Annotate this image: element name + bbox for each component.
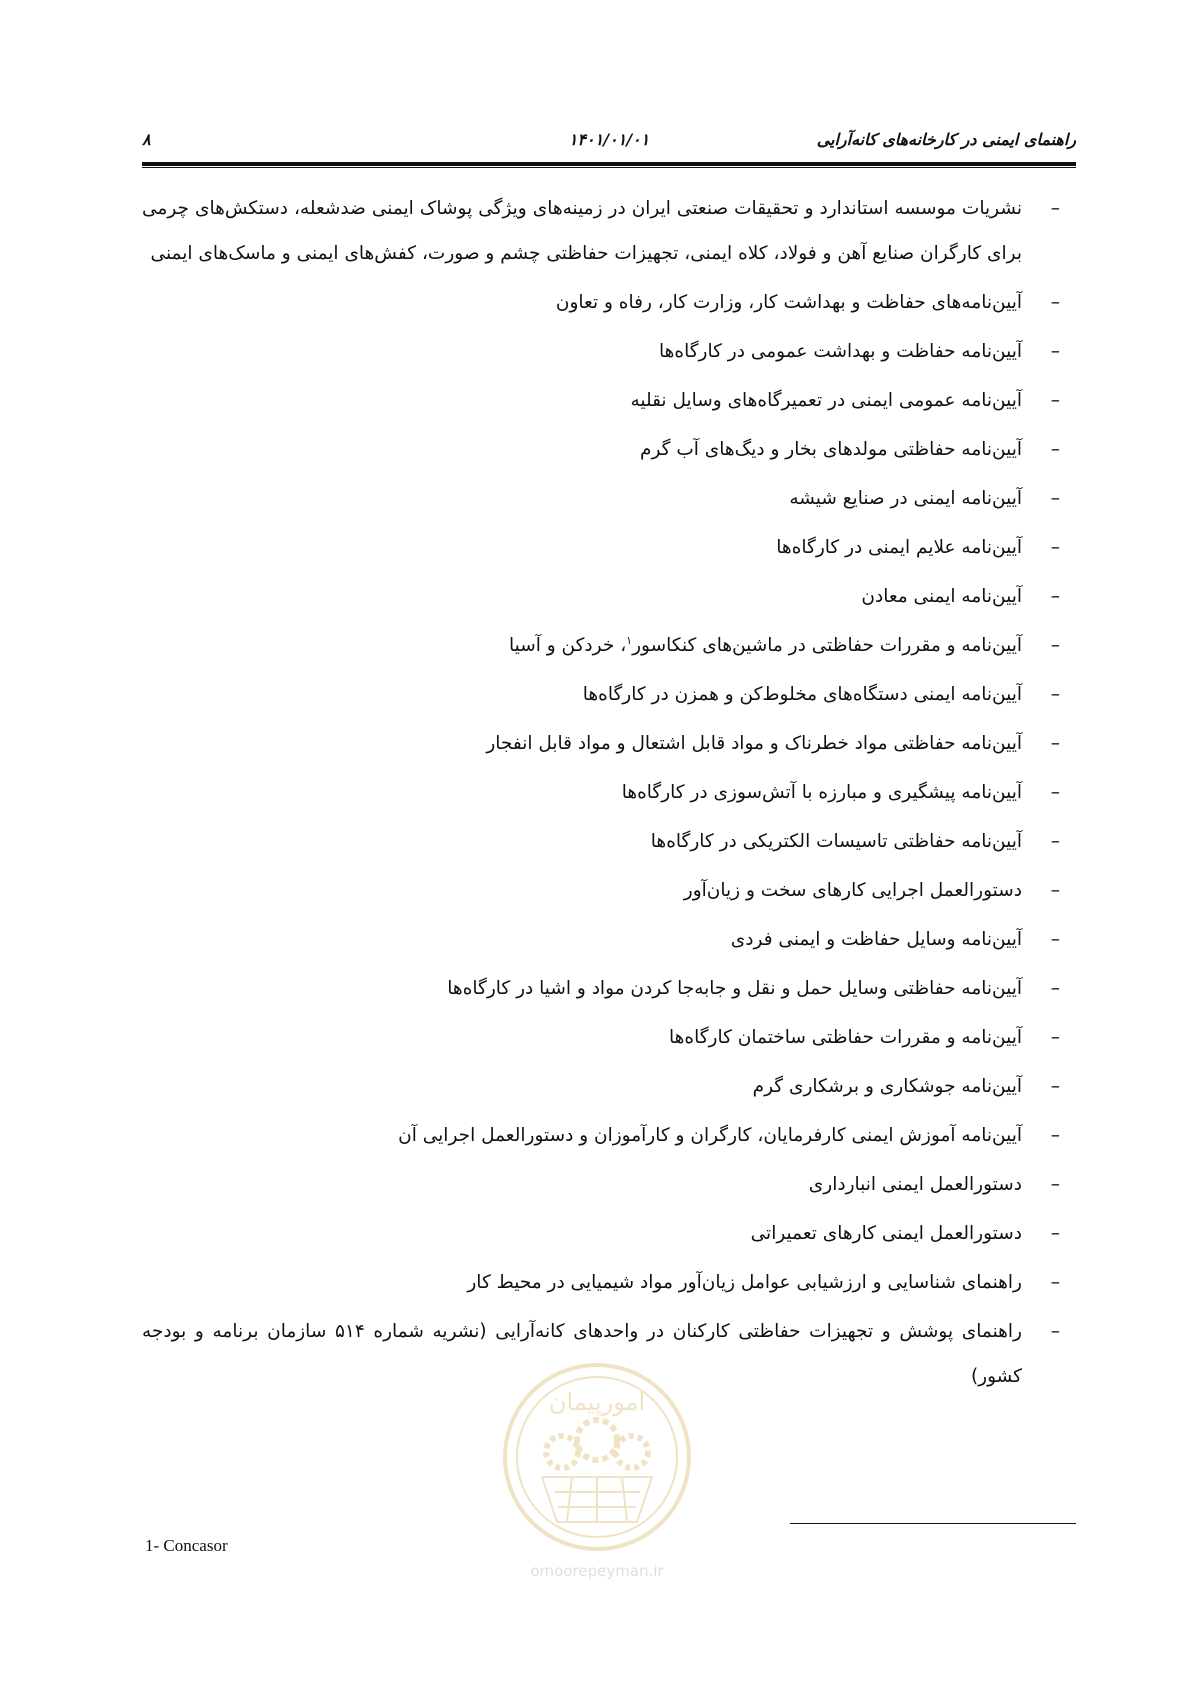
dash-bullet: – bbox=[1050, 1223, 1060, 1244]
dash-bullet: – bbox=[1050, 292, 1060, 313]
dash-bullet: – bbox=[1050, 1272, 1060, 1293]
list-item-text-suffix: ، خردکن و آسیا bbox=[508, 635, 627, 656]
list-item bbox=[142, 186, 1076, 276]
list-item-text: آیین‌نامه حفاظتی مواد خطرناک و مواد قابل اشتعال و مواد قابل انفجار bbox=[486, 733, 1022, 754]
list-item-text: آیین‌نامه حفاظتی وسایل حمل و نقل و جابه‌جا کردن مواد و اشیا در کارگاه‌ها bbox=[447, 978, 1022, 999]
list-item bbox=[142, 1162, 1076, 1207]
dash-bullet: – bbox=[1050, 684, 1060, 705]
dash-bullet: – bbox=[1050, 1027, 1060, 1048]
list-item-text: آیین‌نامه حفاظتی مولدهای بخار و دیگ‌های آب گرم bbox=[639, 439, 1022, 460]
list-item-text: دستورالعمل ایمنی انبارداری bbox=[808, 1174, 1022, 1195]
dash-bullet: – bbox=[1050, 439, 1060, 460]
dash-bullet: – bbox=[1050, 1174, 1060, 1195]
list-item bbox=[142, 1113, 1076, 1158]
watermark-url: omoorepeyman.ir bbox=[530, 1562, 664, 1580]
dash-bullet: – bbox=[1050, 831, 1060, 852]
dash-bullet: – bbox=[1050, 1076, 1060, 1097]
dash-bullet: – bbox=[1050, 978, 1060, 999]
list-item-text: آیین‌نامه حفاظت و بهداشت عمومی در کارگاه‌ها bbox=[659, 341, 1022, 362]
document-body bbox=[142, 186, 1076, 1403]
list-item-text: راهنمای پوشش و تجهیزات حفاظتی کارکنان در واحدهای کانه‌آرایی (نشریه شماره ۵۱۴ سازمان برنامه و بودجه کشور) bbox=[142, 1321, 1022, 1387]
list-item bbox=[142, 770, 1076, 815]
list-item-text: راهنمای شناسایی و ارزشیابی عوامل زیان‌آور مواد شیمیایی در محیط کار bbox=[467, 1272, 1022, 1293]
dash-bullet: – bbox=[1050, 586, 1060, 607]
dash-bullet: – bbox=[1050, 390, 1060, 411]
list-item bbox=[142, 672, 1076, 717]
list-item bbox=[142, 329, 1076, 374]
header-rule bbox=[142, 162, 1076, 168]
regulations-list bbox=[142, 186, 1076, 1399]
list-item-text: آیین‌نامه ایمنی در صنایع شیشه bbox=[789, 488, 1022, 509]
page-header bbox=[142, 128, 1076, 156]
dash-bullet: – bbox=[1050, 733, 1060, 754]
dash-bullet: – bbox=[1050, 782, 1060, 803]
list-item bbox=[142, 1015, 1076, 1060]
list-item bbox=[142, 819, 1076, 864]
list-item bbox=[142, 917, 1076, 962]
list-item-text: آیین‌نامه‌های حفاظت و بهداشت کار، وزارت کار، رفاه و تعاون bbox=[555, 292, 1022, 313]
header-date: ۱۴۰۱/۰۱/۰۱ bbox=[568, 130, 650, 149]
dash-bullet: – bbox=[1050, 198, 1060, 219]
dash-bullet: – bbox=[1050, 929, 1060, 950]
list-item bbox=[142, 476, 1076, 521]
list-item-text: آیین‌نامه و مقررات حفاظتی در ماشین‌های کنکاسور bbox=[632, 635, 1022, 656]
list-item bbox=[142, 525, 1076, 570]
list-item-text: آیین‌نامه عمومی ایمنی در تعمیرگاه‌های وسایل نقلیه bbox=[630, 390, 1022, 411]
footnote-reference: ۱ bbox=[626, 633, 633, 647]
list-item bbox=[142, 623, 1076, 668]
list-item-text: دستورالعمل اجرایی کارهای سخت و زیان‌آور bbox=[683, 880, 1022, 901]
list-item-text: آیین‌نامه جوشکاری و برشکاری گرم bbox=[752, 1076, 1022, 1097]
list-item bbox=[142, 574, 1076, 619]
list-item-text: آیین‌نامه ایمنی معادن bbox=[861, 586, 1022, 607]
dash-bullet: – bbox=[1050, 488, 1060, 509]
list-item-text: آیین‌نامه علایم ایمنی در کارگاه‌ها bbox=[776, 537, 1022, 558]
list-item bbox=[142, 868, 1076, 913]
dash-bullet: – bbox=[1050, 880, 1060, 901]
list-item-text: آیین‌نامه ایمنی دستگاه‌های مخلوط‌کن و همزن در کارگاه‌ها bbox=[582, 684, 1022, 705]
footnote: 1- Concasor bbox=[145, 1536, 228, 1555]
watermark-seal-icon bbox=[482, 1352, 712, 1562]
list-item bbox=[142, 1211, 1076, 1256]
list-item bbox=[142, 966, 1076, 1011]
list-item-text: آیین‌نامه آموزش ایمنی کارفرمایان، کارگران و کارآموزان و دستورالعمل اجرایی آن bbox=[398, 1125, 1022, 1146]
list-item-text: نشریات موسسه استاندارد و تحقیقات صنعتی ایران در زمینه‌های ویژگی پوشاک ایمنی ضدشعله، دستکش‌های چرمی برای کارگران صنایع آهن و فولاد، کلاه ایمنی، تجهیزات حفاظتی چشم و صورت، کفش‌های ایمنی و ماسک‌های ایمنی bbox=[142, 198, 1022, 264]
list-item bbox=[142, 721, 1076, 766]
watermark-logo bbox=[482, 1352, 712, 1582]
dash-bullet: – bbox=[1050, 341, 1060, 362]
list-item-text: دستورالعمل ایمنی کارهای تعمیراتی bbox=[750, 1223, 1022, 1244]
dash-bullet: – bbox=[1050, 1321, 1060, 1342]
list-item bbox=[142, 1260, 1076, 1305]
list-item-text: آیین‌نامه و مقررات حفاظتی ساختمان کارگاه‌ها bbox=[668, 1027, 1022, 1048]
list-item bbox=[142, 378, 1076, 423]
dash-bullet: – bbox=[1050, 1125, 1060, 1146]
page-number: ۸ bbox=[142, 130, 151, 149]
list-item bbox=[142, 280, 1076, 325]
list-item bbox=[142, 427, 1076, 472]
list-item-text: آیین‌نامه حفاظتی تاسیسات الکتریکی در کارگاه‌ها bbox=[650, 831, 1022, 852]
list-item-text: آیین‌نامه وسایل حفاظت و ایمنی فردی bbox=[730, 929, 1022, 950]
dash-bullet: – bbox=[1050, 537, 1060, 558]
list-item bbox=[142, 1064, 1076, 1109]
footnote-rule bbox=[790, 1523, 1076, 1524]
dash-bullet: – bbox=[1050, 635, 1060, 656]
list-item-text: آیین‌نامه پیشگیری و مبارزه با آتش‌سوزی در کارگاه‌ها bbox=[621, 782, 1022, 803]
watermark-brand: امورپیمان bbox=[548, 1388, 646, 1416]
running-title: راهنمای ایمنی در کارخانه‌های کانه‌آرایی bbox=[816, 130, 1076, 149]
